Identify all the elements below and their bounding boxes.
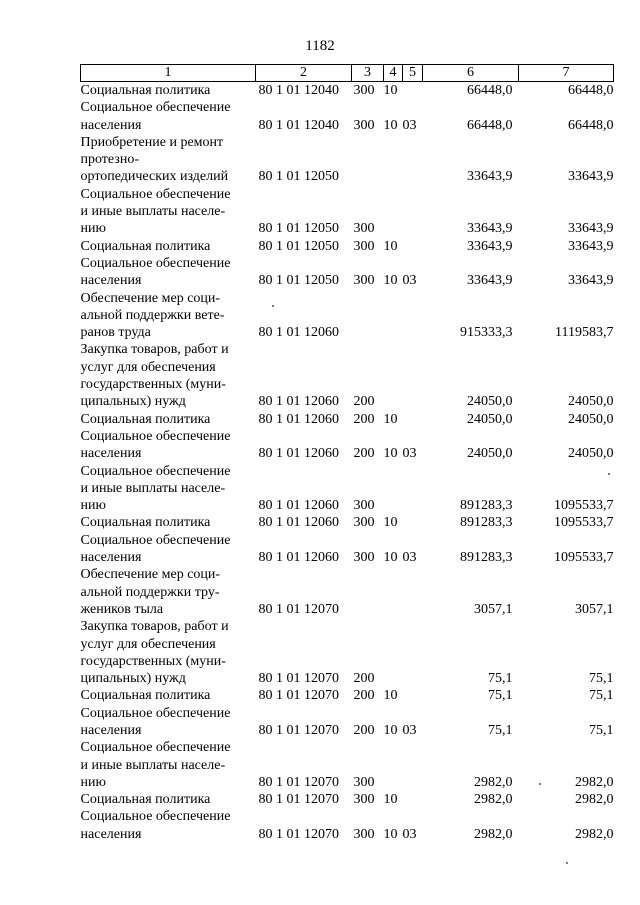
row-col-4: 10 xyxy=(383,238,398,254)
row-col-5 xyxy=(403,186,423,238)
row-value-7: 1095533,7 xyxy=(554,550,614,566)
row-name xyxy=(81,532,256,567)
row-name-line: населения xyxy=(80,446,142,462)
row-col-5 xyxy=(403,290,423,342)
page-number: 1182 xyxy=(305,38,335,54)
row-value-6: 2982,0 xyxy=(474,792,513,808)
row-col-3: 300 xyxy=(353,238,375,254)
table-row xyxy=(81,255,614,290)
row-value-7: 33643,9 xyxy=(568,221,614,237)
row-name-line: государственных (муни- xyxy=(80,377,226,393)
row-col-5 xyxy=(403,739,423,791)
row-col-4: 10 xyxy=(383,792,398,808)
row-name-line: нию xyxy=(80,774,106,790)
row-name-line: нию xyxy=(80,498,106,514)
row-code: 80 1 01 12060 xyxy=(258,411,339,427)
scan-speck xyxy=(566,862,568,864)
table-row xyxy=(81,238,614,255)
row-code: 80 1 01 12070 xyxy=(258,688,339,704)
row-col-3: 300 xyxy=(353,83,375,98)
row-name-line: населения xyxy=(80,550,142,566)
row-col-5 xyxy=(403,687,423,704)
row-name-line: Обеспечение мер соци- xyxy=(80,290,221,306)
table-row xyxy=(81,687,614,704)
row-code: 80 1 01 12060 xyxy=(258,498,339,514)
table-row xyxy=(81,411,614,428)
row-col-3: 300 xyxy=(353,117,375,133)
row-code: 80 1 01 12060 xyxy=(258,325,339,341)
row-col-3 xyxy=(352,566,384,618)
row-code: 80 1 01 12070 xyxy=(258,774,339,790)
row-name-line: услуг для обеспечения xyxy=(80,636,216,652)
row-name-line: услуг для обеспечения xyxy=(80,359,216,375)
row-col-4: 10 xyxy=(383,722,398,738)
row-code: 80 1 01 12050 xyxy=(258,238,339,254)
row-value-7: 3057,1 xyxy=(575,601,614,617)
row-code: 80 1 01 12070 xyxy=(258,671,339,687)
row-name-line: Социальное обеспечение xyxy=(80,428,231,444)
row-value-7: 33643,9 xyxy=(568,273,614,289)
row-col-3: 300 xyxy=(353,515,375,531)
table-row xyxy=(81,791,614,808)
row-name-line: Социальное обеспечение xyxy=(80,463,231,479)
row-value-7: 66448,0 xyxy=(568,83,614,98)
row-value-7: 1095533,7 xyxy=(554,498,614,514)
row-name-line: Социальное обеспечение xyxy=(80,255,231,271)
table-row xyxy=(81,463,614,515)
row-name-line: Социальное обеспечение xyxy=(80,809,231,825)
row-col-5 xyxy=(403,463,423,515)
row-name-line: Приобретение и ремонт xyxy=(80,134,224,150)
row-code: 80 1 01 12050 xyxy=(258,273,339,289)
row-name-line: Социальная политика xyxy=(80,688,211,704)
row-value-6: 75,1 xyxy=(488,722,513,738)
row-name-line: населения xyxy=(80,722,142,738)
row-value-6: 891283,3 xyxy=(460,515,513,531)
row-name xyxy=(81,739,256,791)
row-name-line: Закупка товаров, работ и xyxy=(80,619,229,635)
row-col-4: 10 xyxy=(383,550,398,566)
row-value-7: 1119583,7 xyxy=(555,325,614,341)
row-col-5 xyxy=(403,82,423,100)
row-value-7: 33643,9 xyxy=(568,238,614,254)
row-code: 80 1 01 12040 xyxy=(258,117,339,133)
row-value-6: 66448,0 xyxy=(467,117,513,133)
row-col-3: 300 xyxy=(353,550,375,566)
table-row xyxy=(81,532,614,567)
scan-speck xyxy=(272,305,274,307)
table-row xyxy=(81,99,614,134)
row-name-line: населения xyxy=(80,117,142,133)
row-col-3: 200 xyxy=(353,411,375,427)
row-value-6: 24050,0 xyxy=(467,394,513,410)
row-col-5 xyxy=(403,411,423,428)
row-name xyxy=(81,514,256,531)
row-value-6: 891283,3 xyxy=(460,498,513,514)
row-name xyxy=(81,808,256,843)
table-row xyxy=(81,428,614,463)
column-header-4: 4 xyxy=(384,65,403,82)
row-col-4 xyxy=(384,134,403,186)
row-value-7: 1095533,7 xyxy=(554,515,614,531)
row-code: 80 1 01 12070 xyxy=(258,792,339,808)
row-value-7: 24050,0 xyxy=(568,411,614,427)
table-row xyxy=(81,739,614,791)
row-name-line: жеников тыла xyxy=(80,601,164,617)
row-name xyxy=(81,134,256,186)
row-code: 80 1 01 12050 xyxy=(258,169,339,185)
row-col-3: 300 xyxy=(353,826,375,842)
row-col-5: 03 xyxy=(402,826,417,842)
row-name-line: Социальная политика xyxy=(80,83,211,98)
row-col-4: 10 xyxy=(383,83,398,98)
row-col-5: 03 xyxy=(402,117,417,133)
row-name-line: населения xyxy=(80,826,142,842)
row-name-line: Социальная политика xyxy=(80,238,211,254)
row-col-4: 10 xyxy=(383,826,398,842)
row-name-line: ортопедических изделий xyxy=(80,169,229,185)
table-row xyxy=(81,808,614,843)
row-value-7: 24050,0 xyxy=(568,394,614,410)
row-value-6: 24050,0 xyxy=(467,446,513,462)
row-name xyxy=(81,411,256,428)
row-col-3: 200 xyxy=(353,394,375,410)
row-col-3 xyxy=(352,134,384,186)
row-col-3 xyxy=(352,290,384,342)
row-value-6: 24050,0 xyxy=(467,411,513,427)
table-row xyxy=(81,618,614,687)
row-name-line: и иные выплаты населе- xyxy=(80,480,226,496)
row-col-5 xyxy=(403,238,423,255)
row-value-6: 33643,9 xyxy=(467,273,513,289)
budget-table xyxy=(80,64,614,843)
row-col-4 xyxy=(384,566,403,618)
scan-speck xyxy=(539,783,541,785)
scan-speck xyxy=(608,473,610,475)
row-col-5 xyxy=(403,791,423,808)
row-code: 80 1 01 12050 xyxy=(258,221,339,237)
row-value-7: 2982,0 xyxy=(575,826,614,842)
row-name-line: и иные выплаты населе- xyxy=(80,204,226,220)
row-name-line: ципальных) нужд xyxy=(80,394,186,410)
row-name-line: государственных (муни- xyxy=(80,653,226,669)
table-header-row xyxy=(81,65,614,82)
row-col-3: 300 xyxy=(353,498,375,514)
row-name-line: Социальное обеспечение xyxy=(80,740,231,756)
row-col-3: 200 xyxy=(353,671,375,687)
row-code: 80 1 01 12070 xyxy=(258,601,339,617)
column-header-5: 5 xyxy=(403,65,423,82)
row-name-line: Социальная политика xyxy=(80,792,211,808)
row-col-5: 03 xyxy=(402,550,417,566)
row-name-line: Социальная политика xyxy=(80,411,211,427)
row-code: 80 1 01 12070 xyxy=(258,722,339,738)
row-name xyxy=(81,618,256,687)
row-col-5: 03 xyxy=(402,273,417,289)
row-name-line: протезно- xyxy=(80,152,139,168)
row-col-3: 200 xyxy=(353,446,375,462)
row-code: 80 1 01 12060 xyxy=(258,394,339,410)
row-name-line: Закупка товаров, работ и xyxy=(80,342,229,358)
column-header-3: 3 xyxy=(352,65,384,82)
row-code: 80 1 01 12070 xyxy=(258,826,339,842)
row-name-line: альной поддержки тру- xyxy=(80,584,220,600)
row-name xyxy=(81,687,256,704)
row-col-5 xyxy=(403,514,423,531)
row-name xyxy=(81,341,256,410)
row-col-4: 10 xyxy=(383,117,398,133)
row-col-4: 10 xyxy=(383,515,398,531)
row-value-7: 75,1 xyxy=(589,671,614,687)
row-col-3: 200 xyxy=(353,722,375,738)
row-value-6: 33643,9 xyxy=(467,238,513,254)
row-value-6: 75,1 xyxy=(488,671,513,687)
row-col-4 xyxy=(384,341,403,410)
row-name-line: ципальных) нужд xyxy=(80,671,186,687)
row-code: 80 1 01 12060 xyxy=(258,446,339,462)
row-col-4 xyxy=(384,739,403,791)
row-value-7: 75,1 xyxy=(589,688,614,704)
table-row xyxy=(81,290,614,342)
column-header-6: 6 xyxy=(423,65,519,82)
row-name-line: Социальное обеспечение xyxy=(80,532,231,548)
row-name-line: и иные выплаты населе- xyxy=(80,757,226,773)
row-name xyxy=(81,705,256,740)
row-value-6: 891283,3 xyxy=(460,550,513,566)
column-header-2: 2 xyxy=(256,65,352,82)
column-header-1: 1 xyxy=(81,65,256,82)
row-name xyxy=(81,255,256,290)
row-name-line: Обеспечение мер соци- xyxy=(80,567,221,583)
row-name xyxy=(81,186,256,238)
row-name xyxy=(81,428,256,463)
row-col-3: 200 xyxy=(353,688,375,704)
row-name xyxy=(81,791,256,808)
row-name-line: Социальная политика xyxy=(80,515,211,531)
row-name xyxy=(81,238,256,255)
row-col-4: 10 xyxy=(383,273,398,289)
row-name-line: альной поддержки вете- xyxy=(80,307,225,323)
row-col-4: 10 xyxy=(383,688,398,704)
row-value-6: 75,1 xyxy=(488,688,513,704)
table-body xyxy=(81,82,614,844)
row-col-3: 300 xyxy=(353,273,375,289)
row-name xyxy=(81,290,256,342)
row-col-4: 10 xyxy=(383,446,398,462)
row-name-line: ранов труда xyxy=(80,325,151,341)
table-row xyxy=(81,514,614,531)
row-col-4: 10 xyxy=(383,411,398,427)
row-col-5 xyxy=(403,618,423,687)
row-value-6: 3057,1 xyxy=(474,601,513,617)
table-row xyxy=(81,82,614,100)
row-value-7: 2982,0 xyxy=(575,792,614,808)
row-col-4 xyxy=(384,618,403,687)
row-value-7: 24050,0 xyxy=(568,446,614,462)
table-row xyxy=(81,134,614,186)
row-col-5: 03 xyxy=(402,722,417,738)
row-col-3: 300 xyxy=(353,774,375,790)
table-row xyxy=(81,566,614,618)
row-value-7: 2982,0 xyxy=(575,774,614,790)
row-col-5 xyxy=(403,566,423,618)
row-value-6: 2982,0 xyxy=(474,774,513,790)
row-name-line: населения xyxy=(80,273,142,289)
table-row xyxy=(81,705,614,740)
row-col-4 xyxy=(384,186,403,238)
column-header-7: 7 xyxy=(519,65,614,82)
row-name xyxy=(81,99,256,134)
row-code: 80 1 01 12040 xyxy=(258,83,339,98)
row-col-4 xyxy=(384,290,403,342)
row-name-line: Социальное обеспечение xyxy=(80,186,231,202)
row-value-6: 66448,0 xyxy=(467,83,513,98)
table-row xyxy=(81,341,614,410)
table-row xyxy=(81,186,614,238)
row-value-7: 33643,9 xyxy=(568,169,614,185)
row-code: 80 1 01 12060 xyxy=(258,515,339,531)
row-col-5: 03 xyxy=(402,446,417,462)
row-col-3: 300 xyxy=(353,221,375,237)
row-value-6: 33643,9 xyxy=(467,221,513,237)
row-col-3: 300 xyxy=(353,792,375,808)
row-name xyxy=(81,463,256,515)
row-name-line: Социальное обеспечение xyxy=(80,705,231,721)
row-col-5 xyxy=(403,341,423,410)
row-code: 80 1 01 12060 xyxy=(258,550,339,566)
row-value-6: 915333,3 xyxy=(460,325,513,341)
row-name xyxy=(81,566,256,618)
row-value-7: 66448,0 xyxy=(568,117,614,133)
row-name-line: Социальное обеспечение xyxy=(80,100,231,116)
row-value-7: 75,1 xyxy=(589,722,614,738)
row-col-4 xyxy=(384,463,403,515)
row-value-6: 2982,0 xyxy=(474,826,513,842)
row-col-5 xyxy=(403,134,423,186)
row-name xyxy=(81,82,256,100)
row-value-6: 33643,9 xyxy=(467,169,513,185)
row-name-line: нию xyxy=(80,221,106,237)
